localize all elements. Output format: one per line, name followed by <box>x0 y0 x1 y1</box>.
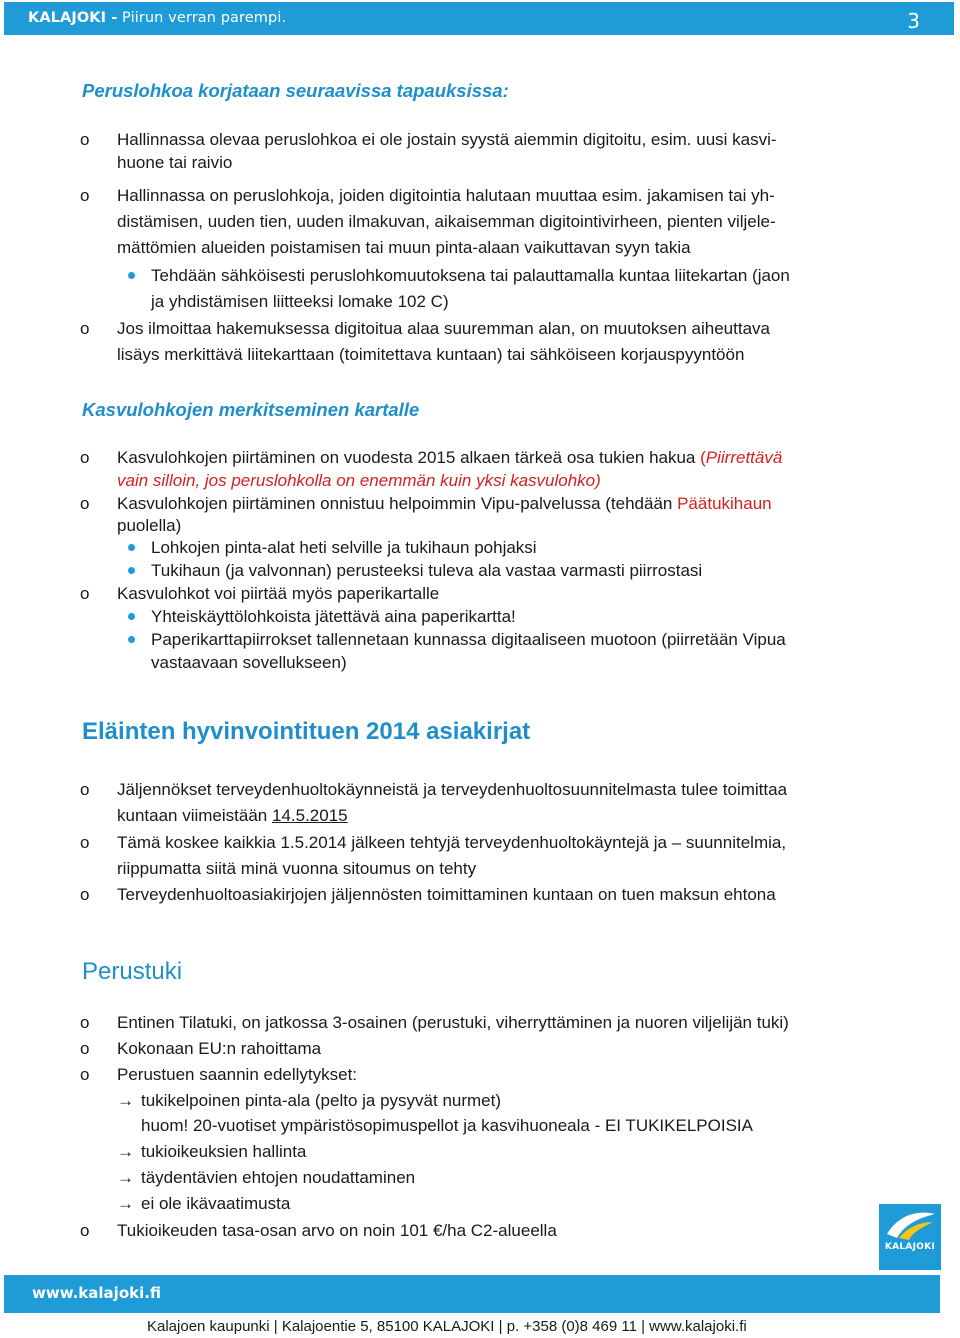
arrow-item-text: ei ole ikävaatimusta <box>141 1194 291 1213</box>
circle-bullet: o <box>80 494 90 513</box>
list-item-text: lisäys merkittävä liitekarttaan (toimitettava kuntaan) tai sähköiseen korjauspyyntöön <box>117 345 745 364</box>
list-item-text: Tämä koskee kaikkia 1.5.2014 jälkeen tehtyjä terveydenhuoltokäyntejä ja – suunnitelmia, <box>117 833 787 852</box>
brand-name: KALAJOKI - <box>28 10 118 26</box>
list-item-text: Kokonaan EU:n rahoittama <box>117 1039 322 1058</box>
list-item-text: Tukioikeuden tasa-osan arvo on noin 101 €/ha C2-alueella <box>117 1221 557 1240</box>
arrow-icon: → <box>117 1168 134 1187</box>
red-italic-text: Piirrettävä <box>705 448 783 467</box>
sub-item-text: Lohkojen pinta-alat heti selville ja tukihaun pohjaksi <box>151 538 537 557</box>
circle-bullet: o <box>80 319 90 338</box>
list-item-text <box>117 805 348 827</box>
circle-bullet: o <box>80 885 90 904</box>
sub-item-text: Tukihaun (ja valvonnan) perusteeksi tuleva ala vastaa varmasti piirrostasi <box>151 561 703 580</box>
arrow-icon: → <box>117 1194 134 1213</box>
list-item-text: Jos ilmoittaa hakemuksessa digitoitua alaa suuremman alan, on muutoksen aiheuttava <box>117 319 770 338</box>
brand-tagline: Piirun verran parempi. <box>117 10 287 26</box>
dot-bullet <box>128 613 135 620</box>
arrow-icon: → <box>117 1091 134 1110</box>
list-item-text: Hallinnassa on peruslohkoja, joiden digitointia halutaan muuttaa esim. jakamisen tai yh- <box>117 186 775 205</box>
circle-bullet: o <box>80 1013 90 1032</box>
text-span: Kasvulohkojen piirtäminen onnistuu helpoimmin Vipu-palvelussa (tehdään <box>117 494 678 513</box>
circle-bullet: o <box>80 130 90 149</box>
list-item-text: Kasvulohkot voi piirtää myös paperikartalle <box>117 584 440 603</box>
circle-bullet: o <box>80 448 90 467</box>
sub-item-text: Paperikarttapiirrokset tallennetaan kunnassa digitaaliseen muotoon (piirretään Vipua <box>151 630 786 649</box>
sub-item-text: ja yhdistämisen liitteeksi lomake 102 C) <box>151 292 449 311</box>
list-item-text: Jäljennökset terveydenhuoltokäynneistä ja terveydenhuoltosuunnitelmasta tulee toimittaa <box>117 780 788 799</box>
note-text: huom! 20-vuotiset ympäristösopimuspellot ja kasvihuoneala - EI TUKIKELPOISIA <box>141 1116 753 1135</box>
circle-bullet: o <box>80 186 90 205</box>
sub-item-text: vastaavaan sovellukseen) <box>151 653 347 672</box>
footer-contact-info: Kalajoen kaupunki | Kalajoentie 5, 85100 KALAJOKI | p. +358 (0)8 469 11 | www.kalajoki.fi <box>147 1318 747 1335</box>
list-item-text: Hallinnassa olevaa peruslohkoa ei ole jostain syystä aiemmin digitoitu, esim. uusi kasvi- <box>117 130 777 149</box>
page-number: 3 <box>907 9 920 33</box>
arrow-icon: → <box>117 1142 134 1161</box>
circle-bullet: o <box>80 1065 90 1084</box>
list-item-text: distämisen, uuden tien, uuden ilmakuvan, aikaisemman digitointivirheen, pienten viljele- <box>117 212 776 231</box>
dot-bullet <box>128 636 135 643</box>
page-header <box>4 2 954 35</box>
circle-bullet: o <box>80 780 90 799</box>
text-span: Kasvulohkojen piirtäminen on vuodesta 2015 alkaen tärkeä osa tukien hakua <box>117 448 696 467</box>
logo-wave-icon <box>879 1204 941 1244</box>
red-text: Päätukihaun <box>677 494 772 513</box>
red-italic-text: vain silloin, jos peruslohkolla on enemmän kuin yksi kasvulohko) <box>117 471 601 490</box>
text-span: kuntaan viimeistään <box>117 806 272 825</box>
logo-text: KALAJOKI <box>884 1242 936 1252</box>
circle-bullet: o <box>80 1039 90 1058</box>
list-item-text: Entinen Tilatuki, on jatkossa 3-osainen (perustuki, viherryttäminen ja nuoren viljelijän tuki) <box>117 1013 789 1032</box>
circle-bullet: o <box>80 584 90 603</box>
arrow-item-text: täydentävien ehtojen noudattaminen <box>141 1168 416 1187</box>
sub-item-text: Tehdään sähköisesti peruslohkomuutoksena tai palauttamalla kuntaa liitekartan (jaon <box>151 266 790 285</box>
list-item-text: riippumatta siitä minä vuonna sitoumus on tehty <box>117 859 477 878</box>
underlined-date: 14.5.2015 <box>271 806 348 825</box>
footer-url-link[interactable]: www.kalajoki.fi <box>32 1284 162 1302</box>
dot-bullet <box>128 272 135 279</box>
list-item-text: huone tai raivio <box>117 153 233 172</box>
list-item-text: Terveydenhuoltoasiakirjojen jäljennösten toimittaminen kuntaan on tuen maksun ehtona <box>117 885 776 904</box>
kalajoki-logo <box>879 1204 941 1270</box>
header-brand <box>28 10 286 26</box>
footer-bar <box>4 1275 940 1313</box>
circle-bullet: o <box>80 1221 90 1240</box>
section-heading-elainten-hyvinvointi: Eläinten hyvinvointituen 2014 asiakirjat <box>82 718 531 745</box>
red-text: ( <box>695 448 706 467</box>
list-item-text <box>117 447 782 469</box>
arrow-item-text: tukioikeuksien hallinta <box>141 1142 307 1161</box>
dot-bullet <box>128 567 135 574</box>
list-item-text <box>117 493 772 515</box>
list-item-text: Perustuen saannin edellytykset: <box>117 1065 358 1084</box>
circle-bullet: o <box>80 833 90 852</box>
section-heading-peruslohko: Peruslohkoa korjataan seuraavissa tapauksissa: <box>82 80 509 101</box>
arrow-item-text: tukikelpoinen pinta-ala (pelto ja pysyvät nurmet) <box>141 1091 502 1110</box>
list-item-text: puolella) <box>117 516 182 535</box>
section-heading-kasvulohkot: Kasvulohkojen merkitseminen kartalle <box>82 399 420 420</box>
dot-bullet <box>128 544 135 551</box>
list-item-text: mättömien alueiden poistamisen tai muun pinta-alaan vaikuttavan syyn takia <box>117 238 691 257</box>
section-heading-perustuki: Perustuki <box>82 958 183 985</box>
sub-item-text: Yhteiskäyttölohkoista jätettävä aina paperikartta! <box>151 607 516 626</box>
